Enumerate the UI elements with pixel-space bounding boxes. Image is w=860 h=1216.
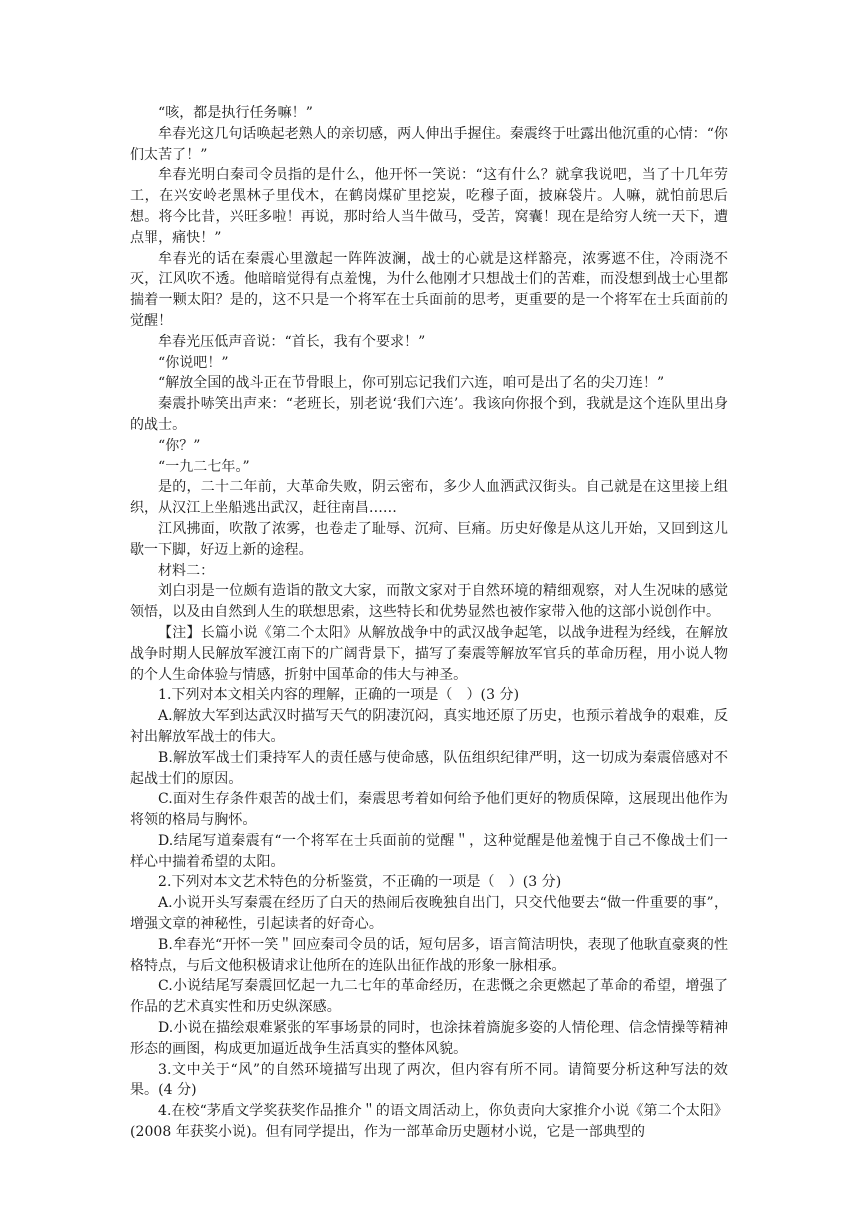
question-2: 2.下列对本文艺术特色的分析鉴赏，不正确的一项是（ ）(3 分) (158, 874, 562, 891)
narrative-paragraph: 江风拂面，吹散了浓雾，也卷走了耻辱、沉疴、巨痛。历史好像是从这儿开始，又回到这儿歇一下脚，好迈上新的途程。 (130, 520, 728, 558)
question-1-option-c: C.面对生存条件艰苦的战士们，秦震思考着如何给予他们更好的物质保障，这展现出他作为将领的格局与胸怀。 (130, 791, 728, 829)
dialogue-line: “你说吧！” (158, 354, 229, 371)
narrative-paragraph: 牟春光明白秦司令员指的是什么，他开怀一笑说：“这有什么？就拿我说吧，当了十几年劳工，在兴安岭老黑林子里伐木，在鹤岗煤矿里挖炭，吃穆子面，披麻袋片。人嘛，就怕前思后想。将今比昔，兴旺多啦！再说，那时给人当牛做马，受苦，窝囊！现在是给穷人统一天下，遭点罪，痛快！” (130, 167, 728, 246)
dialogue-line: “一九二七年。” (158, 458, 250, 475)
question-1-option-d: D.结尾写道秦震有“一个将军在士兵面前的觉醒＂，这种觉醒是他羞愧于自己不像战士们一样心中揣着希望的太阳。 (130, 832, 728, 870)
narrative-paragraph: 是的，二十二年前，大革命失败，阴云密布，多少人血洒武汉街头。自己就是在这里接上组织，从汉江上坐船逃出武汉，赶往南昌…… (130, 479, 728, 517)
question-2-option-a: A.小说开头写秦震在经历了白天的热闹后夜晚独自出门，只交代他要去“做一件重要的事”，增强文章的神秘性，引起读者的好奇心。 (130, 895, 728, 933)
document-body (130, 103, 728, 1143)
question-2-option-b: B.牟春光“开怀一笑＂回应秦司令员的话，短句居多，语言简洁明快，表现了他耿直豪爽的性格特点，与后文他积极请求让他所在的连队出征作战的形象一脉相承。 (130, 936, 728, 974)
narrative-paragraph: 秦震扑哧笑出声来：“老班长，别老说‘我们六连’。我该向你报个到，我就是这个连队里出身的战士。 (130, 396, 728, 433)
question-2-option-d: D.小说在描绘艰难紧张的军事场景的同时，也涂抹着旖旎多姿的人情伦理、信念情操等精神形态的画图，构成更加逼近战争生活真实的整体风貌。 (130, 1020, 728, 1057)
note-paragraph: 【注】长篇小说《第二个太阳》从解放战争中的武汉战争起笔，以战争进程为经线，在解放战争时期人民解放军渡江南下的广阔背景下，描写了秦震等解放军官兵的革命历程，用小说人物的个人生命体验与情感，折射中国革命的伟大与神圣。 (130, 624, 728, 683)
question-1-option-b: B.解放军战士们秉持军人的责任感与使命感，队伍组织纪律严明，这一切成为秦震倍感对不起战士们的原因。 (130, 749, 728, 787)
question-1: 1.下列对本文相关内容的理解，正确的一项是（ ）(3 分) (158, 687, 520, 704)
question-1-option-a: A.解放大军到达武汉时描写天气的阴凄沉闷，真实地还原了历史，也预示着战争的艰难，反衬出解放军战士的伟大。 (130, 708, 728, 745)
dialogue-line: “咳，都是执行任务嘛！” (158, 105, 313, 121)
narrative-paragraph: 牟春光的话在秦震心里激起一阵阵波澜，战士的心就是这样豁亮，浓雾遮不住，冷雨浇不灭，江风吹不透。他暗暗觉得有点羞愧，为什么他刚才只想战士们的苦难，而没想到战士心里都揣着一颗太阳？是的，这不只是一个将军在士兵面前的思考，更重要的是一个将军在士兵面前的觉醒！ (130, 250, 728, 329)
section-heading: 材料二： (158, 562, 215, 579)
dialogue-line: “你？” (158, 437, 201, 454)
question-2-option-c: C.小说结尾写秦震回忆起一九二七年的革命经历，在悲慨之余更燃起了革命的希望，增强了作品的艺术真实性和历史纵深感。 (130, 978, 728, 1016)
narrative-paragraph: 牟春光这几句话唤起老熟人的亲切感，两人伸出手握住。秦震终于吐露出他沉重的心情：“你们太苦了！” (130, 125, 728, 163)
material-two-paragraph: 刘白羽是一位颇有造诣的散文大家，而散文家对于自然环境的精细观察，对人生况味的感觉领悟，以及由自然到人生的联想思索，这些特长和优势显然也被作家带入他的这部小说创作中。 (130, 583, 728, 621)
dialogue-line: “解放全国的战斗正在节骨眼上，你可别忘记我们六连，咱可是出了名的尖刀连！” (158, 375, 665, 392)
narrative-paragraph: 牟春光压低声音说：“首长，我有个要求！” (158, 333, 426, 350)
question-4: 4.在校“茅盾文学奖获奖作品推介＂的语文周活动上，你负责向大家推介小说《第二个太阳》(2008 年获奖小说)。但有同学提出，作为一部革命历史题材小说，它是一部典型的 (130, 1103, 728, 1141)
question-3: 3.文中关于“风”的自然环境描写出现了两次，但内容有所不同。请简要分析这种写法的效果。(4 分) (130, 1061, 728, 1099)
